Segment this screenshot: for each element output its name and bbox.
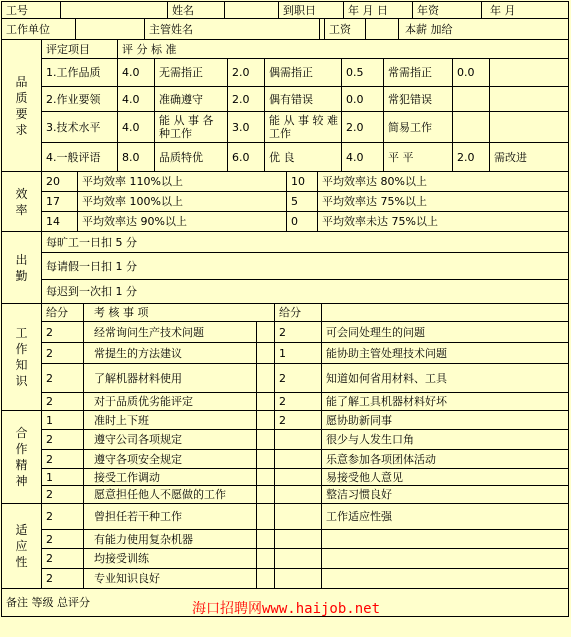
adaptability-item: 有能力使用复杂机器 bbox=[84, 530, 257, 549]
cooperation-item: 乐意参加各项团体活动 bbox=[322, 450, 569, 469]
efficiency-desc: 平均效率 110%以上 bbox=[78, 172, 287, 192]
knowledge-score: 2 bbox=[42, 364, 84, 393]
efficiency-desc: 平均效率未达 75%以上 bbox=[318, 212, 569, 232]
quality-score: 4.0 bbox=[118, 59, 155, 87]
efficiency-desc: 平均效率达 90%以上 bbox=[78, 212, 287, 232]
adaptability-score: 2 bbox=[42, 549, 84, 569]
cooperation-item: 接受工作调动 bbox=[84, 469, 257, 486]
hire-date-value[interactable]: 年 月 日 bbox=[344, 1, 413, 19]
name-label: 姓名 bbox=[168, 1, 225, 19]
efficiency-desc: 平均效率 100%以上 bbox=[78, 192, 287, 212]
adaptability-spacer bbox=[257, 549, 275, 569]
adaptability-score bbox=[275, 569, 322, 589]
watermark bbox=[192, 598, 380, 618]
quality-score bbox=[453, 112, 490, 143]
knowledge-score: 2 bbox=[42, 343, 84, 364]
cooperation-score bbox=[275, 486, 322, 504]
knowledge-item: 常提生的方法建议 bbox=[84, 343, 257, 364]
quality-desc: 平 平 bbox=[384, 143, 453, 172]
cooperation-spacer bbox=[257, 450, 275, 469]
quality-desc: 偶需指正 bbox=[265, 59, 342, 87]
quality-desc bbox=[490, 112, 569, 143]
section-attendance: 出勤 bbox=[1, 232, 42, 304]
quality-desc: 优 良 bbox=[265, 143, 342, 172]
seniority-label: 年资 bbox=[413, 1, 482, 19]
cooperation-item: 准时上下班 bbox=[84, 411, 257, 430]
quality-desc: 常需指正 bbox=[384, 59, 453, 87]
adaptability-score bbox=[275, 549, 322, 569]
knowledge-item: 对于品质优劣能评定 bbox=[84, 393, 257, 411]
attendance-rule: 每迟到一次扣 1 分 bbox=[42, 280, 569, 304]
cooperation-score: 1 bbox=[42, 469, 84, 486]
knowledge-item: 知道如何省用材料、工具 bbox=[322, 364, 569, 393]
cooperation-item: 愿协助新同事 bbox=[322, 411, 569, 430]
cooperation-score: 1 bbox=[42, 411, 84, 430]
section-efficiency: 效率 bbox=[1, 172, 42, 232]
knowledge-spacer bbox=[257, 343, 275, 364]
quality-row-label: 3.技术水平 bbox=[42, 112, 118, 143]
adaptability-item: 工作适应性强 bbox=[322, 504, 569, 530]
adaptability-spacer bbox=[257, 530, 275, 549]
remarks-label: 备注 等级 总评分 bbox=[6, 596, 90, 609]
cooperation-item: 遵守各项安全规定 bbox=[84, 450, 257, 469]
efficiency-score: 20 bbox=[42, 172, 78, 192]
cooperation-score: 2 bbox=[42, 430, 84, 450]
quality-score: 4.0 bbox=[118, 87, 155, 112]
knowledge-score: 2 bbox=[42, 393, 84, 411]
knowledge-item: 了解机器材料使用 bbox=[84, 364, 257, 393]
quality-score: 8.0 bbox=[118, 143, 155, 172]
adaptability-item: 曾担任若干种工作 bbox=[84, 504, 257, 530]
knowledge-score: 2 bbox=[275, 322, 322, 343]
knowledge-spacer bbox=[257, 393, 275, 411]
knowledge-item: 能了解工具机器材料好坏 bbox=[322, 393, 569, 411]
quality-row-label: 1.工作品质 bbox=[42, 59, 118, 87]
quality-row-label: 4.一般评语 bbox=[42, 143, 118, 172]
quality-score bbox=[453, 87, 490, 112]
quality-desc: 无需指正 bbox=[155, 59, 228, 87]
quality-desc bbox=[490, 59, 569, 87]
cooperation-item: 愿意担任他人不愿做的工作 bbox=[84, 486, 257, 504]
cooperation-spacer bbox=[257, 430, 275, 450]
quality-item-header: 评定项目 bbox=[42, 40, 118, 59]
salary-breakdown-label: 本薪 加给 bbox=[399, 19, 569, 40]
knowledge-score: 2 bbox=[275, 364, 322, 393]
employee-id-label: 工号 bbox=[1, 1, 61, 19]
knowledge-spacer bbox=[257, 364, 275, 393]
adaptability-score bbox=[275, 530, 322, 549]
supervisor-label: 主管姓名 bbox=[145, 19, 320, 40]
work-unit-label: 工作单位 bbox=[1, 19, 76, 40]
adaptability-score: 2 bbox=[42, 530, 84, 549]
cooperation-score: 2 bbox=[42, 486, 84, 504]
quality-desc: 偶有错误 bbox=[265, 87, 342, 112]
adaptability-spacer bbox=[257, 569, 275, 589]
quality-score: 2.0 bbox=[228, 59, 265, 87]
attendance-rule: 每旷工一日扣 5 分 bbox=[42, 232, 569, 253]
quality-desc: 需改进 bbox=[490, 143, 569, 172]
cooperation-spacer bbox=[257, 486, 275, 504]
efficiency-score: 14 bbox=[42, 212, 78, 232]
adaptability-item: 专业知识良好 bbox=[84, 569, 257, 589]
knowledge-score: 1 bbox=[275, 343, 322, 364]
cooperation-item: 很少与人发生口角 bbox=[322, 430, 569, 450]
section-knowledge: 工作知识 bbox=[1, 304, 42, 411]
efficiency-score: 0 bbox=[287, 212, 318, 232]
adaptability-item bbox=[322, 549, 569, 569]
adaptability-item: 均接受训练 bbox=[84, 549, 257, 569]
knowledge-score-header: 给分 bbox=[275, 304, 322, 322]
quality-score: 4.0 bbox=[342, 143, 384, 172]
knowledge-score: 2 bbox=[275, 393, 322, 411]
section-adaptability: 适应性 bbox=[1, 504, 42, 589]
section-cooperation: 合作精神 bbox=[1, 411, 42, 504]
quality-score: 3.0 bbox=[228, 112, 265, 143]
adaptability-score: 2 bbox=[42, 504, 84, 530]
quality-desc bbox=[490, 87, 569, 112]
efficiency-score: 10 bbox=[287, 172, 318, 192]
cooperation-score: 2 bbox=[275, 411, 322, 430]
knowledge-score-header: 给分 bbox=[42, 304, 84, 322]
quality-criteria-header: 评 分 标 准 bbox=[118, 40, 569, 59]
cooperation-spacer bbox=[257, 411, 275, 430]
cooperation-score bbox=[275, 469, 322, 486]
cooperation-item: 遵守公司各项规定 bbox=[84, 430, 257, 450]
knowledge-item: 可会同处理生的问题 bbox=[322, 322, 569, 343]
name-value[interactable] bbox=[225, 1, 279, 19]
salary-label: 工资 bbox=[325, 19, 366, 40]
knowledge-item-header-blank bbox=[322, 304, 569, 322]
quality-row-label: 2.作业要领 bbox=[42, 87, 118, 112]
adaptability-item bbox=[322, 530, 569, 549]
quality-score: 2.0 bbox=[228, 87, 265, 112]
cooperation-spacer bbox=[257, 469, 275, 486]
cooperation-score bbox=[275, 430, 322, 450]
efficiency-score: 5 bbox=[287, 192, 318, 212]
cooperation-score: 2 bbox=[42, 450, 84, 469]
section-quality: 品质要求 bbox=[1, 40, 42, 172]
hire-date-label: 到职日 bbox=[279, 1, 344, 19]
seniority-value[interactable]: 年 月 bbox=[482, 1, 569, 19]
watermark-cn: 海口招聘网 bbox=[192, 601, 262, 617]
quality-desc: 准确遵守 bbox=[155, 87, 228, 112]
efficiency-desc: 平均效率达 80%以上 bbox=[318, 172, 569, 192]
knowledge-item: 能协助主管处理技术问题 bbox=[322, 343, 569, 364]
efficiency-score: 17 bbox=[42, 192, 78, 212]
quality-desc: 能 从 事 较 难 工作 bbox=[265, 112, 342, 143]
salary-value[interactable] bbox=[366, 19, 399, 40]
knowledge-score: 2 bbox=[42, 322, 84, 343]
quality-desc: 常犯错误 bbox=[384, 87, 453, 112]
quality-desc: 能 从 事 各 种工作 bbox=[155, 112, 228, 143]
adaptability-spacer bbox=[257, 504, 275, 530]
cooperation-item: 易接受他人意见 bbox=[322, 469, 569, 486]
attendance-rule: 每请假一日扣 1 分 bbox=[42, 253, 569, 280]
quality-desc: 品质特优 bbox=[155, 143, 228, 172]
work-unit-value[interactable] bbox=[76, 19, 145, 40]
knowledge-spacer bbox=[257, 322, 275, 343]
cooperation-item: 整洁习惯良好 bbox=[322, 486, 569, 504]
quality-score: 0.0 bbox=[453, 59, 490, 87]
watermark-url: www.haijob.net bbox=[262, 601, 381, 617]
quality-desc: 简易工作 bbox=[384, 112, 453, 143]
quality-score: 6.0 bbox=[228, 143, 265, 172]
employee-id-value[interactable] bbox=[61, 1, 168, 19]
quality-score: 2.0 bbox=[342, 112, 384, 143]
adaptability-score: 2 bbox=[42, 569, 84, 589]
adaptability-score bbox=[275, 504, 322, 530]
adaptability-item bbox=[322, 569, 569, 589]
knowledge-item-header: 考 核 事 项 bbox=[84, 304, 275, 322]
quality-score: 0.5 bbox=[342, 59, 384, 87]
quality-score: 0.0 bbox=[342, 87, 384, 112]
quality-score: 2.0 bbox=[453, 143, 490, 172]
knowledge-item: 经常询问生产技术问题 bbox=[84, 322, 257, 343]
quality-score: 4.0 bbox=[118, 112, 155, 143]
efficiency-desc: 平均效率达 75%以上 bbox=[318, 192, 569, 212]
cooperation-score bbox=[275, 450, 322, 469]
